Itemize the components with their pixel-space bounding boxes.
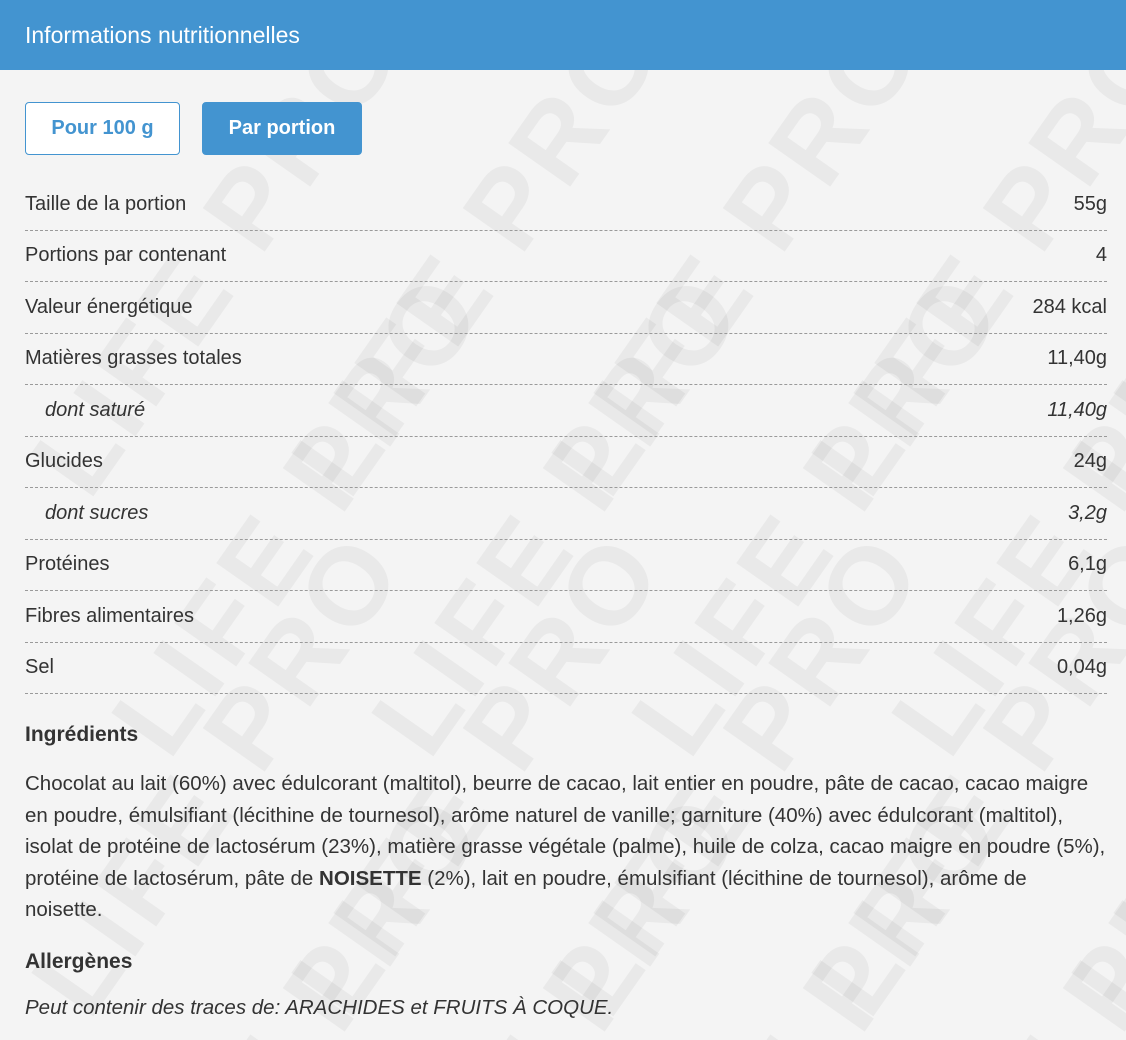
nutrition-label: dont saturé [45,398,146,421]
nutrition-label: Glucides [25,450,103,473]
nutrition-value: 4 [1095,244,1107,267]
nutrition-value: 0,04g [1056,656,1107,679]
nutrition-row [25,488,1107,540]
nutrition-value: 11,40g [1047,347,1107,370]
nutrition-value: 1,26g [1056,604,1107,627]
ingredients-title: Ingrédients [25,723,139,746]
nutrition-label: Fibres alimentaires [25,604,194,627]
allergens-text: Peut contenir des traces de: ARACHIDES et FRUITS À COQUE. [25,995,614,1019]
nutrition-row [25,385,1107,437]
nutrition-label: dont sucres [45,501,149,524]
allergens-title: Allergènes [25,949,133,973]
nutrition-row [25,540,1107,592]
nutrition-value: 11,40g [1047,398,1107,421]
nutrition-value: 3,2g [1068,501,1107,524]
per-portion-button[interactable]: Par portion [202,102,362,155]
nutrition-label: Protéines [25,553,110,576]
nutrition-table [25,179,1107,694]
panel-header [0,0,1126,70]
unit-tabs [25,102,1107,155]
nutrition-value: 55g [1073,192,1107,215]
ingredients-text [25,768,1107,926]
panel-content [0,102,1126,1020]
ingredients-allergen-highlight: NOISETTE [319,866,422,890]
nutrition-label: Sel [25,656,54,679]
panel-title: Informations nutritionnelles [25,21,300,48]
ingredients-text-before: Chocolat au lait (60%) avec édulcorant (maltitol), beurre de cacao, lait entier en poudre, pâte de cacao, cacao maigre en poudre, émulsifiant (lécithine de tournesol), arôme naturel de vanille; garniture (40%) avec édulcorant (maltitol), isolat de protéine de lactosérum (23%), matière grasse végétale (palme), huile de colza, cacao maigre en poudre (5%), protéine de lactosérum, pâte de [25,772,1106,890]
nutrition-value: 6,1g [1068,553,1107,576]
nutrition-row [25,334,1107,386]
nutrition-value: 24g [1073,450,1107,473]
nutrition-label: Taille de la portion [25,192,187,215]
nutrition-label: Portions par contenant [25,244,227,267]
nutrition-row [25,231,1107,283]
ingredients-text-after: (2%), lait en poudre, émulsifiant (lécithine de tournesol), arôme de noisette. [25,866,1027,921]
nutrition-row [25,591,1107,643]
nutrition-row [25,437,1107,489]
nutrition-row [25,643,1107,695]
nutrition-label: Valeur énergétique [25,295,193,318]
nutrition-row [25,282,1107,334]
nutrition-label: Matières grasses totales [25,347,242,370]
nutrition-row [25,179,1107,231]
per-100g-button[interactable]: Pour 100 g [25,102,180,155]
nutrition-value: 284 kcal [1032,295,1107,318]
